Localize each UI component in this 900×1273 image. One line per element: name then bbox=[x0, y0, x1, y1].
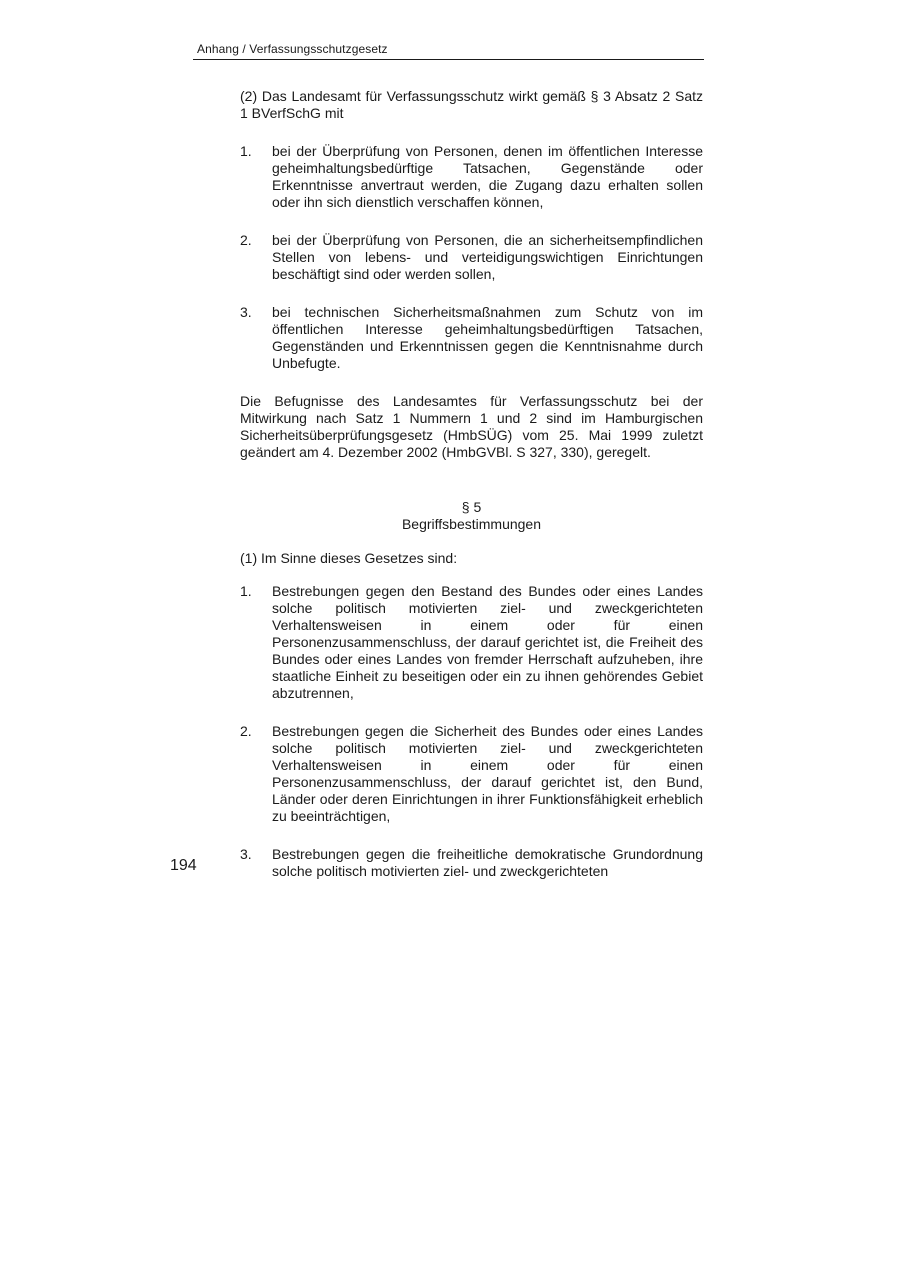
list-item-text: Bestrebungen gegen die freiheitliche demokratische Grundordnung solche politisch motivierten ziel- und zweckgerichteten bbox=[272, 846, 703, 879]
section-title: Begriffsbestimmungen bbox=[401, 516, 542, 532]
paragraph-2-closing: Die Befugnisse des Landesamtes für Verfassungsschutz bei der Mitwirkung nach Satz 1 Nummern 1 und 2 sind im Hamburgischen Sicherheitsüberprüfungsgesetz (HmbSÜG) vom 25. Mai 1999 zuletzt geändert am 4. Dezember 2002 (HmbGVBl. S 327, 330), geregelt. bbox=[240, 393, 703, 460]
list-item-number: 2. bbox=[240, 232, 252, 248]
list-item bbox=[240, 143, 703, 211]
list-item-text: Bestrebungen gegen den Bestand des Bundes oder eines Landes solche politisch motivierten ziel- und zweckgerichteten Verhaltensweisen in einem oder für einen Personenzusammenschluss, der darauf gerichtet ist, die Freiheit des Bundes oder eines Landes von fremder Herrschaft aufzuheben, ihre staatliche Einheit zu beseitigen oder ein zu ihnen gehörendes Gebiet abzutrennen, bbox=[272, 583, 703, 701]
list-item-text: bei der Überprüfung von Personen, denen im öffentlichen Interesse geheimhaltungsbedürftige Tatsachen, Gegenstände oder Erkenntnisse anvertraut werden, die Zugang dazu erhalten sollen oder ihn sich dienstlich verschaffen können, bbox=[272, 143, 703, 210]
paragraph-1-intro: (1) Im Sinne dieses Gesetzes sind: bbox=[240, 550, 458, 566]
list-item bbox=[240, 583, 703, 702]
paragraph-2-intro: (2) Das Landesamt für Verfassungsschutz wirkt gemäß § 3 Absatz 2 Satz 1 BVerfSchG mit bbox=[240, 88, 703, 121]
page-body bbox=[240, 88, 703, 880]
header-rule bbox=[193, 59, 704, 60]
running-header: Anhang / Verfassungsschutzgesetz bbox=[197, 42, 388, 56]
section-number: § 5 bbox=[461, 499, 482, 515]
list-item bbox=[240, 232, 703, 283]
list-item-number: 1. bbox=[240, 583, 252, 599]
page-number: 194 bbox=[170, 857, 197, 874]
list-item-text: bei technischen Sicherheitsmaßnahmen zum Schutz von im öffentlichen Interesse geheimhaltungsbedürftigen Tatsachen, Gegenständen und Erkenntnissen gegen die Kenntnisnahme durch Unbefugte. bbox=[272, 304, 703, 371]
list-item bbox=[240, 304, 703, 372]
list-item bbox=[240, 723, 703, 825]
list-item-number: 1. bbox=[240, 143, 252, 159]
list-item-number: 3. bbox=[240, 304, 252, 320]
list-item-number: 3. bbox=[240, 846, 252, 862]
list-item-text: bei der Überprüfung von Personen, die an sicherheitsempfindlichen Stellen von lebens- und verteidigungswichtigen Einrichtungen beschäftigt sind oder werden sollen, bbox=[272, 232, 703, 282]
list-item-text: Bestrebungen gegen die Sicherheit des Bundes oder eines Landes solche politisch motivierten ziel- und zweckgerichteten Verhaltensweisen in einem oder für einen Personenzusammenschluss, der darauf gerichtet ist, den Bund, Länder oder deren Einrichtungen in ihrer Funktionsfähigkeit erheblich zu beeinträchtigen, bbox=[272, 723, 703, 824]
list-item bbox=[240, 846, 703, 880]
list-item-number: 2. bbox=[240, 723, 252, 739]
